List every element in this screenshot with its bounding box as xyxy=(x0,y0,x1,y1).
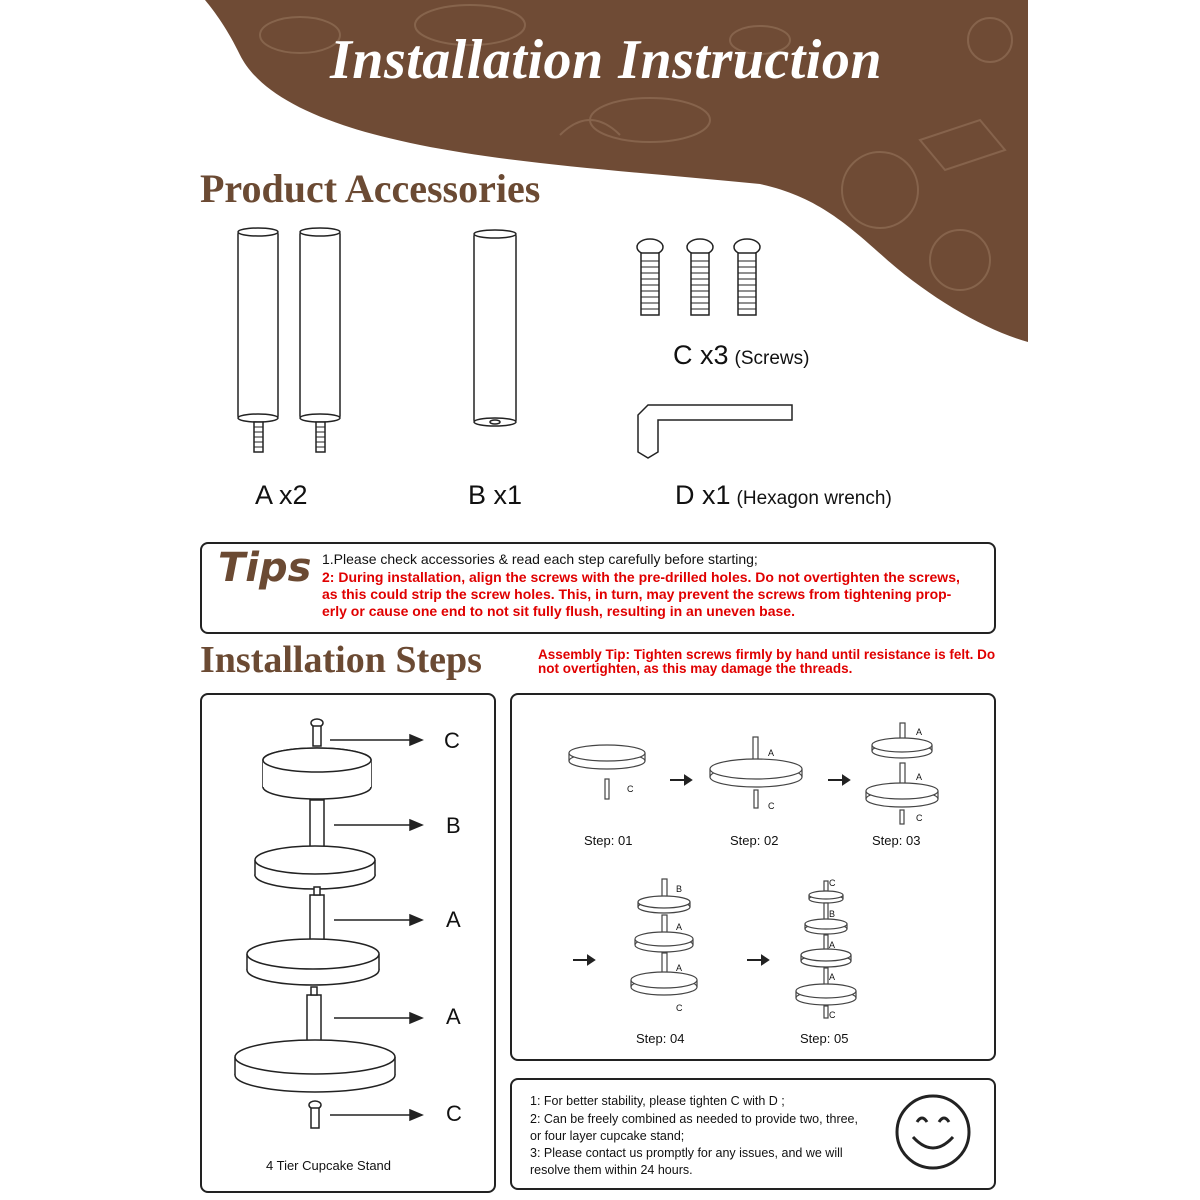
screws-c-icon xyxy=(630,235,780,320)
page-title: Installation Instruction xyxy=(330,29,883,91)
step5-part-c-bottom: C xyxy=(829,1010,836,1020)
exploded-stand-diagram xyxy=(230,715,480,1140)
accessory-d-label: D x1 (Hexagon wrench) xyxy=(675,480,892,510)
note-line-4: 3: Please contact us promptly for any issues, and we will xyxy=(530,1146,843,1160)
note-line-5: resolve them within 24 hours. xyxy=(530,1163,693,1177)
step3-part-a-1: A xyxy=(916,727,923,737)
steps-diagrams xyxy=(510,693,996,1061)
step4-part-c: C xyxy=(676,1003,683,1013)
step3-part-a-2: A xyxy=(916,772,923,782)
step3-part-c: C xyxy=(916,813,923,823)
step-05-label: Step: 05 xyxy=(800,1031,849,1046)
hex-wrench-icon xyxy=(630,400,800,465)
assembly-tip: Assembly Tip: Tighten screws firmly by hand until resistance is felt. Do not overtighten, as this may damage the threads. xyxy=(538,647,996,676)
step5-part-a-2: A xyxy=(829,972,836,982)
exploded-label-b: B xyxy=(446,813,461,838)
tips-line-4: erly or cause one end to not sit fully flush, resulting in an uneven base. xyxy=(322,603,795,619)
rod-a-icon xyxy=(230,225,360,460)
smiley-icon xyxy=(893,1092,973,1172)
step4-part-a-2: A xyxy=(676,963,683,973)
note-line-1: 1: For better stability, please tighten C with D ; xyxy=(530,1094,785,1108)
step4-part-a-1: A xyxy=(676,922,683,932)
step5-part-c-top: C xyxy=(829,878,836,888)
accessory-b-label: B x1 xyxy=(468,480,523,510)
note-line-2: 2: Can be freely combined as needed to provide two, three, xyxy=(530,1112,858,1126)
accessory-c-label: C x3 (Screws) xyxy=(673,340,810,370)
exploded-label-a-2: A xyxy=(446,1004,461,1029)
note-line-3: or four layer cupcake stand; xyxy=(530,1129,685,1143)
step-04-label: Step: 04 xyxy=(636,1031,685,1046)
tips-heading: Tips xyxy=(218,545,312,591)
exploded-label-c-top: C xyxy=(444,728,460,753)
accessory-a-label: A x2 xyxy=(255,480,308,510)
accessories-title: Product Accessories xyxy=(200,166,541,211)
tips-line-2: 2: During installation, align the screws with the pre-drilled holes. Do not overtighten the screws, xyxy=(322,569,960,585)
step-03-label: Step: 03 xyxy=(872,833,921,848)
exploded-label-a-1: A xyxy=(446,907,461,932)
step1-part-c: C xyxy=(627,784,634,794)
tips-line-3: as this could strip the screw holes. This, in turn, may prevent the screws from tightening prop- xyxy=(322,586,952,602)
exploded-label-c-bottom: C xyxy=(446,1101,462,1126)
installation-steps-title: Installation Steps xyxy=(200,639,482,681)
exploded-caption: 4 Tier Cupcake Stand xyxy=(266,1158,392,1173)
step5-part-b: B xyxy=(829,909,836,919)
step-01-label: Step: 01 xyxy=(584,833,633,848)
step4-part-b: B xyxy=(676,884,683,894)
tips-line-1: 1.Please check accessories & read each step carefully before starting; xyxy=(322,551,758,567)
step-02-label: Step: 02 xyxy=(730,833,779,848)
step2-part-c: C xyxy=(768,801,775,811)
rod-b-icon xyxy=(470,228,530,433)
step2-part-a: A xyxy=(768,748,775,758)
step5-part-a-1: A xyxy=(829,940,836,950)
